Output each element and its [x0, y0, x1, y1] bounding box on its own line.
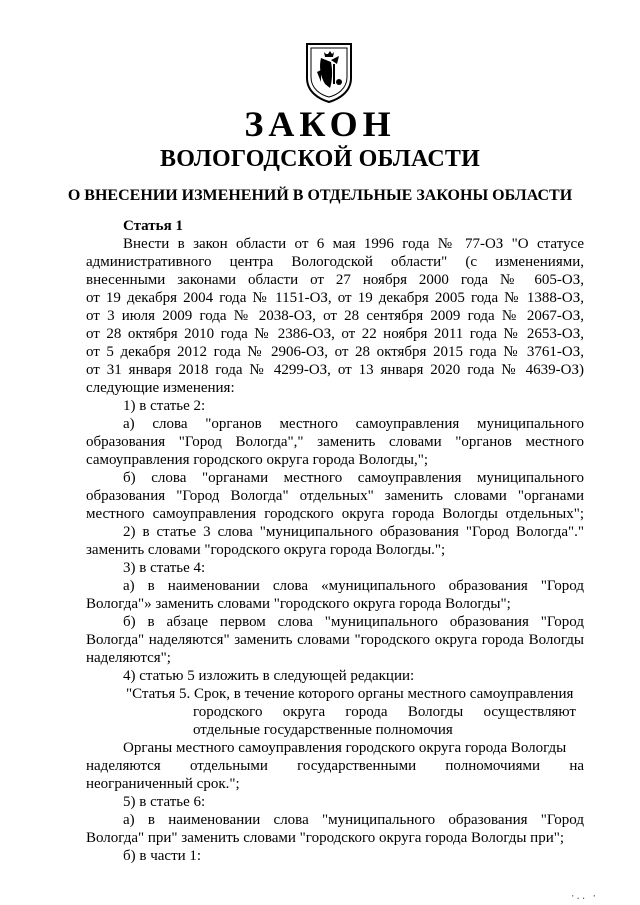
- text-line: Вологда" наделяются" заменить словами "городского округа города Вологды: [86, 632, 584, 648]
- region-title: ВОЛОГОДСКОЙ ОБЛАСТИ: [160, 146, 480, 172]
- text-line: б) в абзаце первом слова "муниципального образования "Город: [123, 614, 584, 630]
- text-line: образования "Город Вологда"," заменить словами "органов местного: [86, 434, 584, 450]
- text-line: самоуправления городского округа города Вологды,";: [86, 452, 429, 468]
- text-line: внесенными законами области от 27 ноября 2000 года № 605-ОЗ,: [86, 272, 584, 288]
- text-line: 3) в статье 4:: [123, 560, 206, 576]
- text-line: б) в части 1:: [123, 848, 202, 864]
- text-line: Органы местного самоуправления городского округа города Вологды: [123, 740, 567, 756]
- text-line: следующие изменения:: [86, 380, 235, 396]
- text-line: 2) в статье 3 слова "муниципального образования "Город Вологда".": [123, 524, 584, 540]
- text-line: образования "Город Вологда" отдельных" заменить словами "органами: [86, 488, 584, 504]
- text-line: 5) в статье 6:: [123, 794, 206, 810]
- text-line: наделяются";: [86, 650, 171, 666]
- text-line: административного центра Вологодской области" (с изменениями,: [86, 254, 584, 270]
- text-line: 4) статью 5 изложить в следующей редакции:: [123, 668, 415, 684]
- text-line: 1) в статье 2:: [123, 398, 206, 414]
- coat-of-arms-icon: [303, 42, 355, 104]
- text-line: а) слова "органов местного самоуправления муниципального: [123, 416, 584, 432]
- text-line: заменить словами "городского округа города Вологды.";: [86, 542, 446, 558]
- text-line: неограниченный срок.";: [86, 776, 240, 792]
- text-line: наделяются отдельными государственными полномочиями на: [86, 758, 584, 774]
- text-line: от 5 декабря 2012 года № 2906-ОЗ, от 28 октября 2015 года № 3761-ОЗ,: [86, 344, 584, 360]
- law-title: ЗАКОН: [244, 104, 396, 144]
- text-line: Вологда"» заменить словами "городского округа города Вологды";: [86, 596, 511, 612]
- scan-mark: ·.. ·: [570, 892, 598, 902]
- text-line: городского округа города Вологды осуществляют: [193, 704, 576, 720]
- text-line: Внести в закон области от 6 мая 1996 года № 77-ОЗ "О статусе: [123, 236, 584, 252]
- law-subject: О ВНЕСЕНИИ ИЗМЕНЕНИЙ В ОТДЕЛЬНЫЕ ЗАКОНЫ ОБЛАСТИ: [67, 187, 573, 204]
- text-line: местного самоуправления городского округа города Вологды отдельных";: [86, 506, 584, 522]
- text-line: а) в наименовании слова "муниципального образования "Город: [123, 812, 584, 828]
- text-line: а) в наименовании слова «муниципального образования "Город: [123, 578, 584, 594]
- article-heading: Статья 1: [123, 218, 183, 234]
- text-line: от 3 июля 2009 года № 2038-ОЗ, от 28 сентября 2009 года № 2067-ОЗ,: [86, 308, 584, 324]
- text-line: от 19 декабря 2004 года № 1151-ОЗ, от 19 декабря 2005 года № 1388-ОЗ,: [86, 290, 584, 306]
- text-line: отдельные государственные полномочия: [193, 722, 453, 738]
- text-line: от 31 января 2018 года № 4299-ОЗ, от 13 января 2020 года № 4639-ОЗ): [86, 362, 584, 378]
- text-line: от 28 октября 2010 года № 2386-ОЗ, от 22 ноября 2011 года № 2653-ОЗ,: [86, 326, 584, 342]
- text-line: Вологда" при" заменить словами "городского округа города Вологды при";: [86, 830, 565, 846]
- text-line: "Статья 5. Срок, в течение которого органы местного самоуправления: [126, 686, 574, 702]
- text-line: б) слова "органами местного самоуправления муниципального: [123, 470, 584, 486]
